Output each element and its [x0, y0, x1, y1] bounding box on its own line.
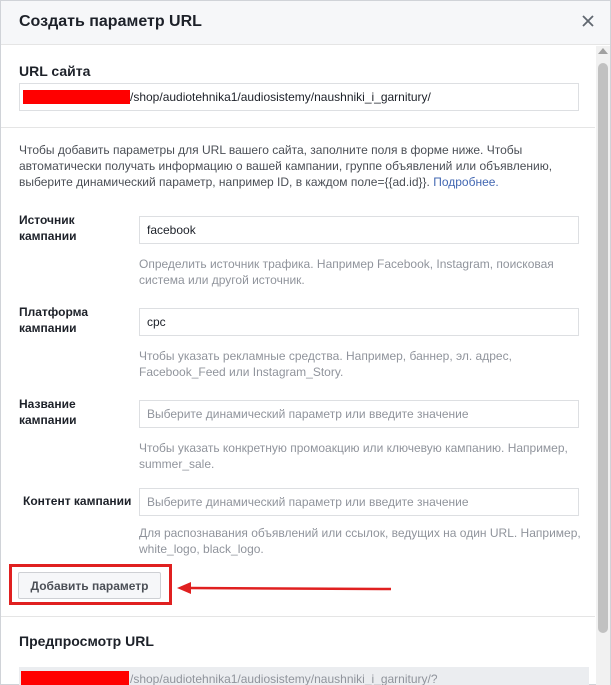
campaign-medium-help: Чтобы указать рекламные средства. Например, баннер, эл. адрес, Facebook_Feed или Instagram_Story.	[139, 349, 512, 379]
campaign-name-help: Чтобы указать конкретную промоакцию или ключевую кампанию. Например, summer_sale.	[139, 441, 568, 471]
annotation-arrow-icon	[175, 579, 393, 599]
campaign-source-label: Источник кампании	[19, 213, 77, 243]
scrollbar-thumb[interactable]	[598, 63, 608, 633]
campaign-content-input[interactable]	[139, 488, 579, 516]
website-url-heading: URL сайта	[19, 63, 91, 79]
dialog-title: Создать параметр URL	[19, 13, 202, 30]
campaign-medium-label: Платформа кампании	[19, 305, 89, 335]
campaign-name-input[interactable]	[139, 400, 579, 428]
close-icon[interactable]	[580, 13, 596, 29]
campaign-medium-input[interactable]	[139, 308, 579, 336]
divider	[1, 616, 595, 617]
campaign-source-input[interactable]	[139, 216, 579, 244]
learn-more-link[interactable]: Подробнее.	[433, 175, 499, 189]
campaign-source-help: Определить источник трафика. Например Facebook, Instagram, поисковая система или другой источник.	[139, 257, 554, 287]
campaign-content-help: Для распознавания объявлений или ссылок, ведущих на один URL. Например, white_logo, black_logo.	[139, 526, 581, 556]
campaign-name-label: Название кампании	[19, 397, 77, 427]
annotation-highlight-box	[9, 564, 172, 605]
campaign-content-label: Контент кампании	[23, 494, 132, 508]
redacted-domain	[23, 90, 130, 104]
url-preview-heading: Предпросмотр URL	[19, 633, 154, 649]
redacted-domain	[21, 671, 129, 685]
divider	[1, 127, 595, 128]
scroll-up-icon[interactable]	[598, 48, 608, 54]
dialog-header	[1, 1, 610, 45]
add-parameter-button[interactable]: Добавить параметр	[18, 572, 161, 599]
intro-body: Чтобы добавить параметры для URL вашего сайта, заполните поля в форме ниже. Чтобы автоматически получать информацию о вашей кампании, группе объявлений или объявлению, выберите динамический параметр, например ID, в каждом поле={{ad.id}}.	[19, 143, 553, 189]
website-url-value: /shop/audiotehnika1/audiosistemy/naushniki_i_garnitury/	[130, 90, 431, 104]
intro-text	[19, 142, 589, 190]
url-preview-value: /shop/audiotehnika1/audiosistemy/naushniki_i_garnitury/?	[130, 672, 438, 685]
